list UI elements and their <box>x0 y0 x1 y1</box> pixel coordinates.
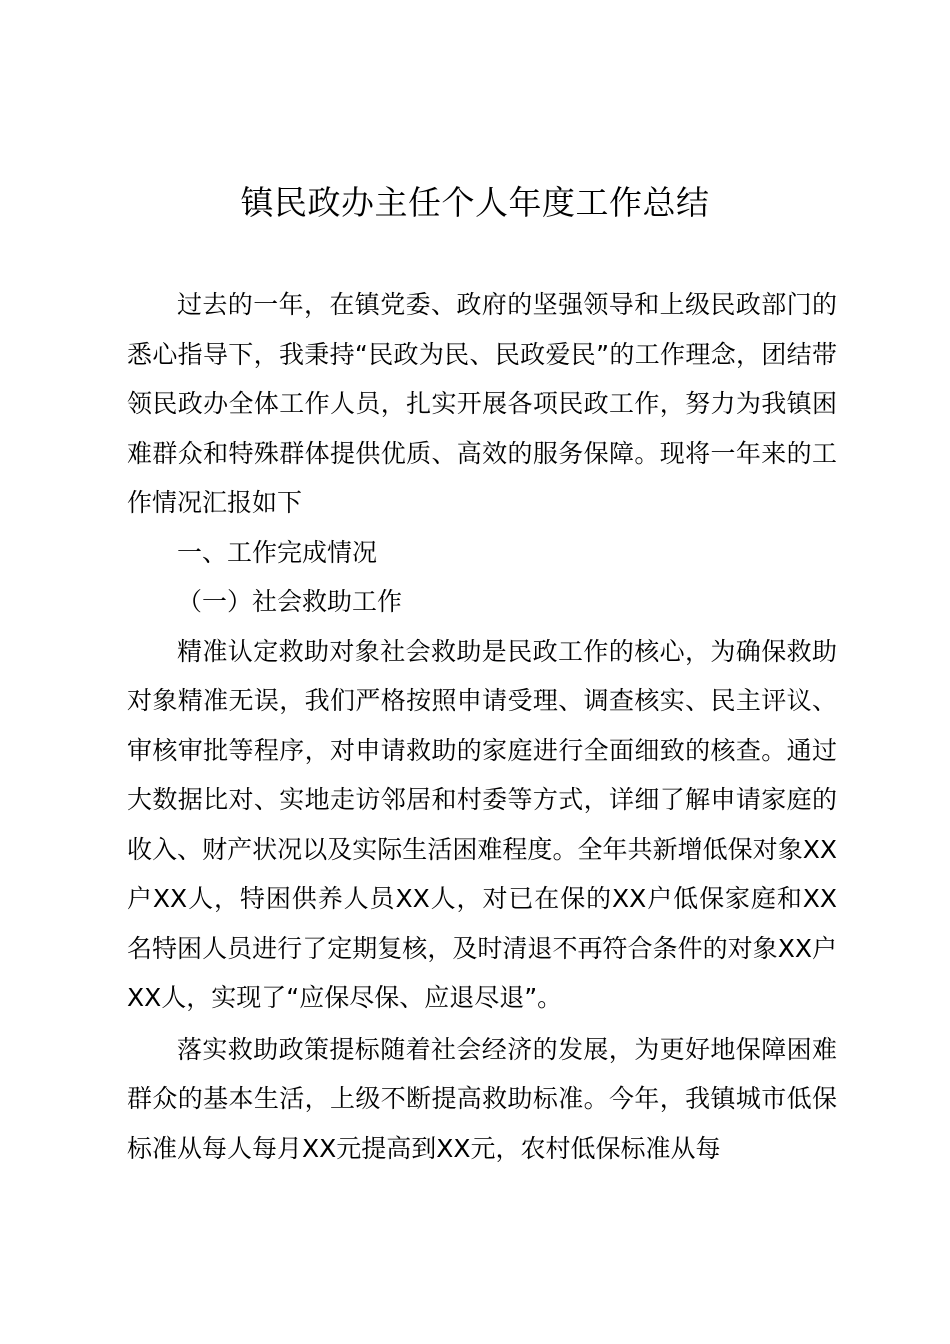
paragraph-policy-implementation: 落实救助政策提标随着社会经济的发展，为更好地保障困难群众的基本生活，上级不断提高救助标准。今年，我镇城市低保标准从每人每月XX元提高到XX元，农村低保标准从每 <box>127 1034 837 1163</box>
section-heading-work-completion: 一、工作完成情况 <box>177 537 378 567</box>
subsection-heading-social-assistance: （一）社会救助工作 <box>177 587 403 616</box>
paragraph-precise-identification: 精准认定救助对象社会救助是民政工作的核心，为确保救助对象精准无误，我们严格按照申请受理、调查核实、民主评议、审核审批等程序，对申请救助的家庭进行全面细致的核查。通过大数据比对、实地走访邻居和村委等方式，详细了解申请家庭的收入、财产状况以及实际生活困难程度。全年共新增低保对象XX户XX人，特困供养人员XX人，对已在保的XX户低保家庭和XX名特困人员进行了定期复核，及时清退不再符合条件的对象XX户XX人，实现了“应保尽保、应退尽退”。 <box>127 636 837 1012</box>
document-title: 镇民政办主任个人年度工作总结 <box>240 183 710 222</box>
document-body <box>127 280 837 1173</box>
intro-paragraph: 过去的一年，在镇党委、政府的坚强领导和上级民政部门的悉心指导下，我秉持“民政为民、民政爱民”的工作理念，团结带领民政办全体工作人员，扎实开展各项民政工作，努力为我镇困难群众和特殊群体提供优质、高效的服务保障。现将一年来的工作情况汇报如下 <box>127 290 837 517</box>
